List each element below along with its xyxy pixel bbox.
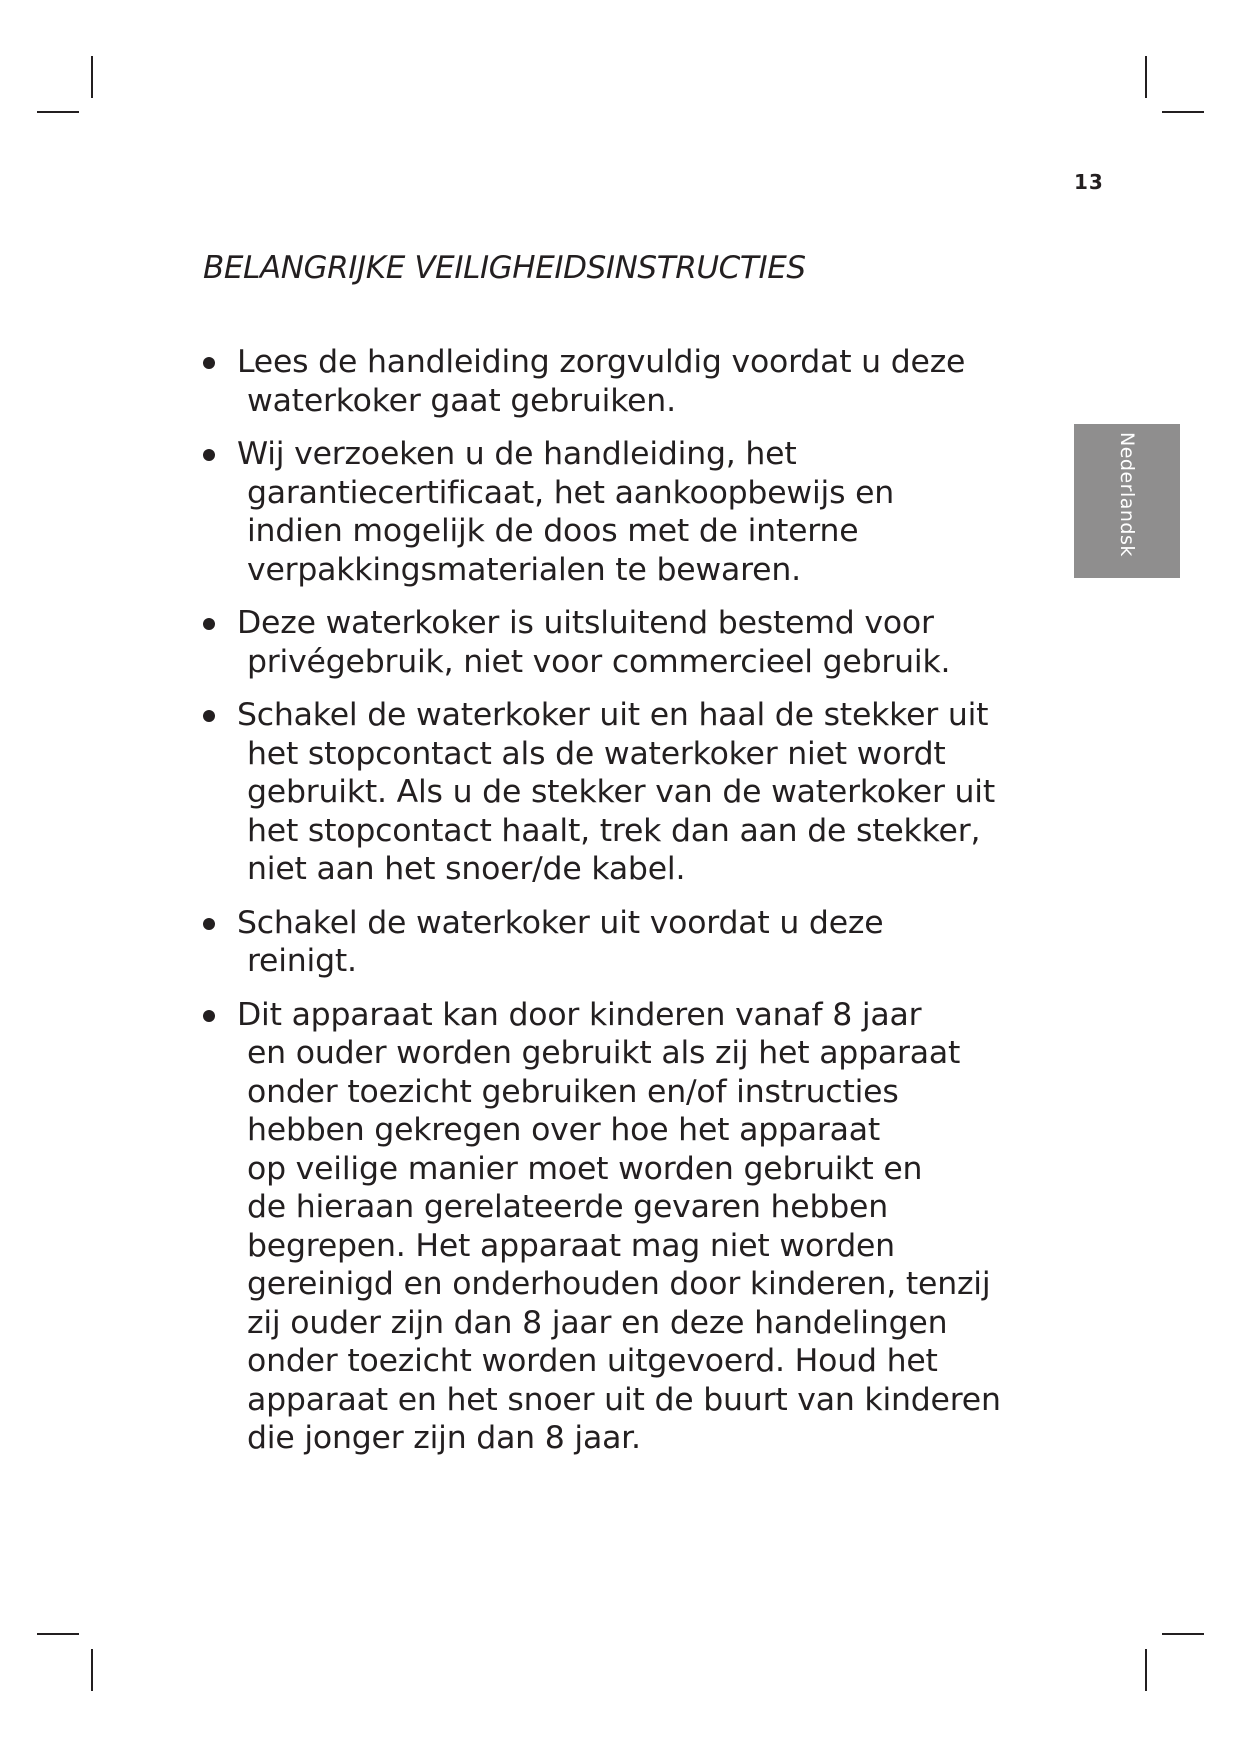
instruction-item — [203, 343, 1103, 420]
instruction-line: Wij verzoeken u de handleiding, het — [237, 436, 797, 472]
instruction-line: die jonger zijn dan 8 jaar. — [247, 1420, 641, 1456]
instruction-line: Schakel de waterkoker uit en haal de stekker uit — [237, 697, 989, 733]
instruction-item — [203, 996, 1103, 1458]
instruction-line: Deze waterkoker is uitsluitend bestemd voor — [237, 605, 934, 641]
bullet-icon — [203, 618, 215, 630]
instruction-line: privégebruik, niet voor commercieel gebruik. — [247, 643, 951, 680]
crop-mark-top-right-horizontal — [1162, 111, 1204, 113]
bullet-icon — [203, 710, 215, 722]
instruction-line: reinigt. — [247, 943, 357, 979]
bullet-icon — [203, 357, 215, 369]
instruction-item — [203, 904, 1103, 981]
bullet-icon — [203, 449, 215, 461]
language-tab-label: Nederlandsk — [1116, 432, 1138, 557]
crop-mark-top-left-horizontal — [37, 111, 79, 113]
instruction-continuation — [237, 942, 1103, 981]
page-number: 13 — [1074, 170, 1104, 194]
crop-mark-bottom-right-vertical — [1145, 1649, 1147, 1691]
instruction-line: het stopcontact als de waterkoker niet wordt — [247, 735, 946, 772]
instruction-line: onder toezicht worden uitgevoerd. Houd het — [247, 1343, 938, 1379]
bullet-icon — [203, 1010, 215, 1022]
page-title: BELANGRIJKE VEILIGHEIDSINSTRUCTIES — [203, 250, 806, 286]
instruction-item — [203, 604, 1103, 681]
instruction-line: waterkoker gaat gebruiken. — [247, 382, 676, 419]
instruction-line: verpakkingsmaterialen te bewaren. — [247, 551, 801, 588]
instruction-line: indien mogelijk de doos met de interne — [247, 513, 859, 549]
instruction-line: gebruikt. Als u de stekker van de waterkoker uit — [247, 774, 995, 810]
instruction-continuation — [237, 643, 1103, 682]
instruction-line: de hieraan gerelateerde gevaren hebben — [247, 1189, 888, 1225]
instruction-line: hebben gekregen over hoe het apparaat — [247, 1112, 880, 1148]
crop-mark-bottom-right-horizontal — [1162, 1633, 1204, 1635]
instruction-line: Schakel de waterkoker uit voordat u deze — [237, 904, 884, 941]
instruction-line: Dit apparaat kan door kinderen vanaf 8 jaar — [237, 996, 922, 1033]
instruction-line: Lees de handleiding zorgvuldig voordat u deze — [237, 344, 966, 380]
instruction-line: apparaat en het snoer uit de buurt van kinderen — [247, 1381, 1001, 1418]
bullet-icon — [203, 918, 215, 930]
instruction-line: het stopcontact haalt, trek dan aan de stekker, — [247, 812, 981, 849]
crop-mark-bottom-left-horizontal — [37, 1633, 79, 1635]
instruction-line: gereinigd en onderhouden door kinderen, tenzij — [247, 1266, 991, 1302]
instruction-item — [203, 696, 1103, 889]
instruction-line: garantiecertificaat, het aankoopbewijs en — [247, 474, 895, 511]
language-tab — [1074, 424, 1180, 578]
crop-mark-bottom-left-vertical — [91, 1649, 93, 1691]
safety-instructions-list — [203, 343, 1103, 1473]
instruction-continuation — [237, 735, 1103, 889]
instruction-line: op veilige manier moet worden gebruikt en — [247, 1150, 923, 1187]
instruction-item — [203, 435, 1103, 589]
crop-mark-top-left-vertical — [91, 56, 93, 98]
instruction-continuation — [237, 474, 1103, 590]
instruction-line: en ouder worden gebruikt als zij het apparaat — [247, 1035, 961, 1071]
instruction-continuation — [237, 382, 1103, 421]
instruction-continuation — [237, 1034, 1103, 1458]
instruction-line: onder toezicht gebruiken en/of instructies — [247, 1073, 899, 1110]
instruction-line: begrepen. Het apparaat mag niet worden — [247, 1227, 895, 1264]
instruction-line: niet aan het snoer/de kabel. — [247, 851, 686, 887]
instruction-line: zij ouder zijn dan 8 jaar en deze handelingen — [247, 1304, 948, 1341]
crop-mark-top-right-vertical — [1145, 56, 1147, 98]
